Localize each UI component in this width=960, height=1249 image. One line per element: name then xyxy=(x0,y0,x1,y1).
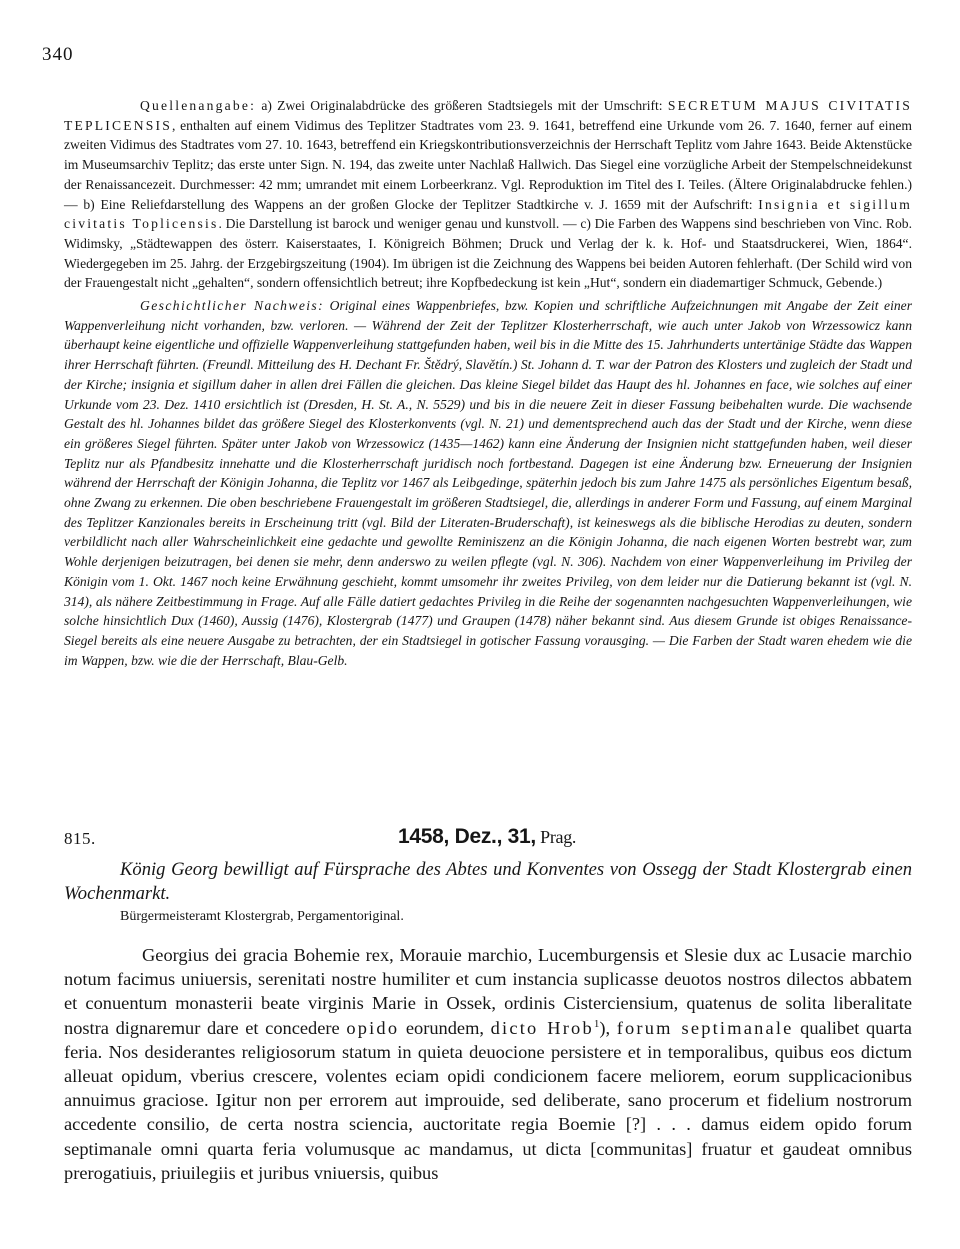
bell-inscription: Insignia et sigillum civitatis Toplicensis xyxy=(64,196,913,232)
latin-text-2: eorundem, xyxy=(399,1017,491,1038)
historical-paragraph xyxy=(64,296,912,670)
footnote-marker: 1 xyxy=(593,1017,600,1030)
entry-number: 815. xyxy=(64,829,96,848)
latin-spaced-dicto-hrob: dicto Hrob xyxy=(490,1017,594,1038)
latin-text-1: Georgius dei gracia Bohemie rex, Morauie marchio, Lucemburgensis et Slesie dux ac Lusacie marchio notum facimus uniuersis, serenitati nostre humiliter et cum instancia suplicasse deuotos nostros dilectos abbatem et conuentum monasterii beate virginis Marie in Ossek, ordinis Cisterciensium, quatenus de solita liberalitate nostra dignaremur dare et concedere xyxy=(64,945,912,1038)
latin-spaced-opido: opido xyxy=(346,1017,400,1038)
page-number: 340 xyxy=(42,44,74,65)
source-label: Quellenangabe: xyxy=(140,98,257,113)
historical-text: Original eines Wappenbriefes, bzw. Kopien und schriftliche Aufzeichnungen mit Angabe der Zeit einer Wappenverleihung nicht vorhanden, bzw. verloren. — Während der Zeit der Teplitzer Klosterherrschaft, wie auch unter Jakob von Wrzessowicz kann überhaupt keine eigentliche und offizielle Wappenverleihung stattgefunden haben, weil bis in die Mitte des 15. Jahrhunderts untertänige Städte das Wappen ihrer Herrschaft führten. (Freundl. Mitteilung des H. Dechant Fr. Štědrý, Slavětín.) St. Johann d. T. war der Patron des Klosters und zugleich der Stadt und der Kirche; insignia et sigillum daher in allen drei Fällen die gleichen. Das kleine Siegel bildet das Haupt des hl. Johannes en face, wie solches auf einer Urkunde vom 23. Dez. 1410 ersichtlich ist (Dresden, H. St. A., N. 5529) und bis in die neuere Zeit in dieser Fassung beibehalten wurde. Die wachsende Gestalt des hl. Johannes bildet das größere Siegel des Klosterkonvents (vgl. N. 21) und dementsprechend auch das der Stadt und der Kirche, wenn diese ein größeres Siegel führten. Später unter Jakob von Wrzessowicz (1435—1462) kann eine Änderung der Insignien nicht stattgefunden haben, weil dieser Teplitz nur als Pfandbesitz innehatte und die Klosterherrschaft juridisch noch fortbestand. Dagegen ist eine Änderung bzw. Erneuerung der Insignien während der Herrschaft der Königin Johanna, die Teplitz vor 1467 als Leibgedinge, späterhin jedoch bis zum Jahre 1475 als persönliches Eigentum besaß, ohne Zwang zu erkennen. Die oben beschriebene Frauengestalt im größeren Stadtsiegel, die, allerdings in anderer Form und Fassung, auf einem Marginal des Teplitzer Kanzionales bereits in Erscheinung tritt (vgl. Bild der Literaten-Bruderschaft), ist keineswegs als die biblische Herodias zu deuten, sondern verbildlicht nach aller Wahrscheinlichkeit eine gedachte und gewollte Reminiszenz an die Königin Johanna, die nach eigenen Worten bestrebt war, zum Wohle derjenigen beizutragen, bei denen sie mehr, denn anderswo zu weilen pflegte (vgl. N. 306). Nachdem von einer Wappenverleihung im Privileg der Königin vom 1. Okt. 1467 noch keine Erwähnung geschieht, kommt umsomehr ihr zweites Privileg, von dem leider nur die Datierung bekannt ist (vgl. N. 314), als nähere Zeitbestimmung in Frage. Auf alle Fälle datiert gedachtes Privileg in die Reihe der sogenannten nachgesuchten Wappenverleihungen, wie solche hinsichtlich Dux (1460), Aussig (1476), Klostergrab (1477) und Graupen (1478) näher bekannt sind. Aus diesem Grunde ist obiges Renaissance-Siegel bereits als eine neuere Ausgabe zu betrachten, der ein Stadtsiegel in gotischer Fassung vorausging. — Die Farben der Stadt waren ehedem wie die im Wappen, bzw. wie die der Herrschaft, Blau-Gelb. xyxy=(64,298,912,668)
seal-inscription: SECRETUM MAJUS CIVITATIS TEPLICENSIS xyxy=(64,98,913,133)
source-text-3: . Die Darstellung ist barock und weniger genau und kunstvoll. — c) Die Farben des Wappens sind beschrieben von Vinc. Rob. Widimsky, „Städtewappen des österr. Kaiserstaates, I. Königreich Böhmen; Druck und Verlag der k. k. Hof- und Staatsdruckerei, Wien, 1864“. Wiedergegeben im 25. Jahrg. der Erzgebirgszeitung (1904). Im übrigen ist die Zeichnung des Wappens bei beiden Autoren fehlerhaft. (Der Schild wird von der Frauengestalt nicht „gehalten“, sondern offensichtlich betreut; ihre Kopfbedeckung ist kein „Hut“, sondern ein diademartiger Schmuck, Gebende.) xyxy=(64,216,912,291)
notes-section xyxy=(64,96,912,670)
latin-spaced-forum: forum septimanale xyxy=(616,1017,794,1038)
entry-place: Prag. xyxy=(535,827,577,847)
latin-text-3: ), xyxy=(599,1017,617,1038)
latin-text-4: qualibet quarta feria. Nos desiderantes religiosorum statum in quieta deuocione persistere et in temporalibus, quibus eos dictum alleuat opidum, vberius crescere, volentes eciam opidi condicionem facere meliorem, eorum supplicacionibus annuimus graciose. Igitur non per errorem aut improuide, sed deliberate, sano procerum et fidelium nostrorum accedente consilio, de certa nostra sciencia, auctoritate regia Boemie [?] . . . damus eidem opido forum septimanale omni quarta feria volumusque ac mandamus, ut dicta [communitas] fruatur et gaudeat omnibus prerogatiuis, priuilegiis et juribus vniuersis, quibus xyxy=(64,1017,912,1183)
historical-label: Geschichtlicher Nachweis: xyxy=(140,298,325,314)
entry-heading xyxy=(398,825,576,849)
source-text-1: a) Zwei Originalabdrücke des größeren Stadtsiegels mit der Umschrift: xyxy=(256,98,668,113)
source-text-2: , enthalten auf einem Vidimus des Teplitzer Stadtrates vom 23. 9. 1641, betreffend eine Urkunde vom 26. 7. 1640, ferner auf einem zweiten Vidimus des Stadtrates vom 27. 10. 1643, betreffend ein Kriegskontributionsverzeichnis der Herrschaft Teplitz vom Jahre 1643. Beide Aktenstücke im Museumsarchiv Teplitz; das erste unter Sign. N. 194, das zweite unter Nachlaß Hallwich. Das Siegel eine vorzügliche Arbeit der Stempelschneidekunst der Renaissancezeit. Durchmesser: 42 mm; umrandet mit einem Lorbeerkranz. Vgl. Reproduktion im Titel des I. Teiles. (Ältere Originalabdrucke fehlen.) — b) Eine Reliefdarstellung des Wappens an der großen Glocke der Teplitzer Stadtkirche v. J. 1659 mit der Aufschrift: xyxy=(64,117,912,212)
entry-date: 1458, Dez., 31, xyxy=(398,825,536,848)
latin-charter-text xyxy=(64,943,912,1185)
source-paragraph xyxy=(64,96,912,293)
archive-reference: Bürgermeisteramt Klostergrab, Pergamentoriginal. xyxy=(120,909,404,924)
entry-summary: König Georg bewilligt auf Fürsprache des Abtes und Konventes von Ossegg der Stadt Klostergrab einen Wochenmarkt. xyxy=(64,859,912,904)
